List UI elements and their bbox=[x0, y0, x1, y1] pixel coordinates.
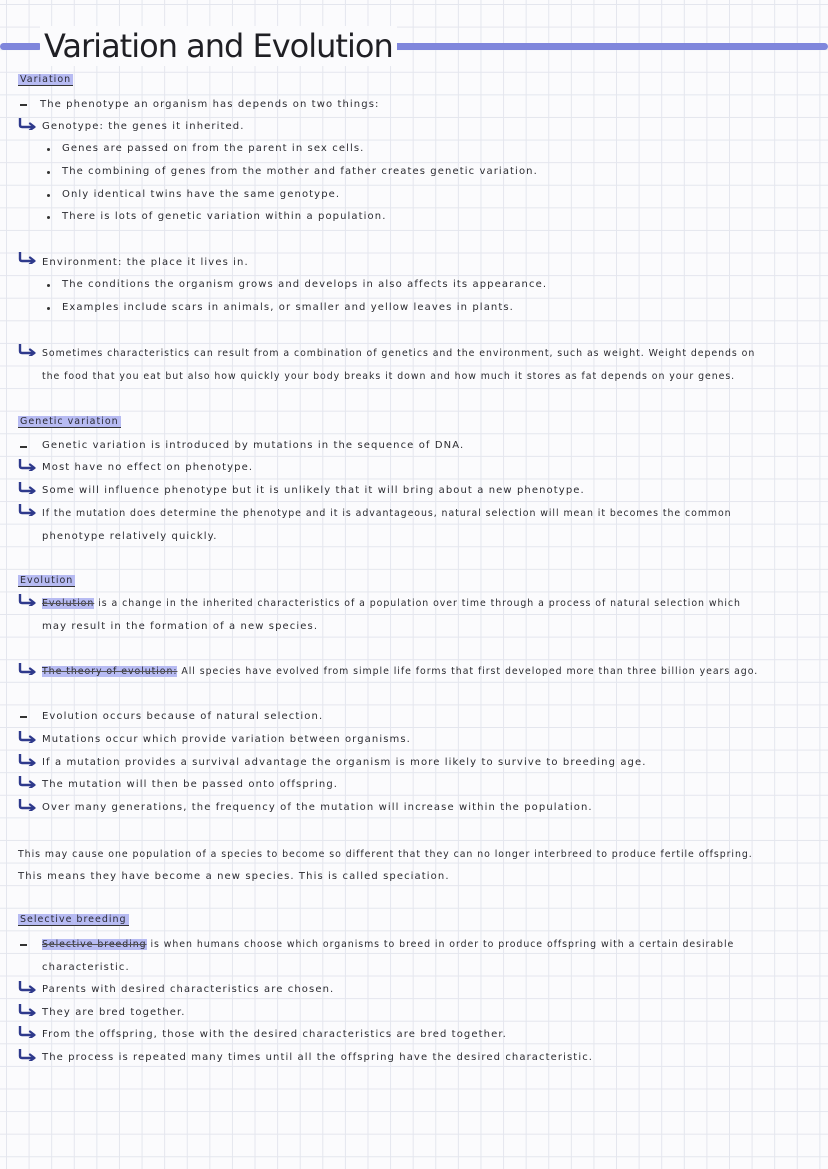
bullet-dot bbox=[47, 194, 50, 197]
bullet-dot bbox=[47, 284, 50, 287]
genetic-variation-point: Some will influence phenotype but it is unlikely that it will bring about a new phenotype. bbox=[42, 485, 585, 496]
genetic-variation-point: If the mutation does determine the phenotype and it is advantageous, natural selection will mean it becomes the common bbox=[42, 508, 732, 519]
arrow-icon bbox=[18, 981, 38, 993]
dash-marker bbox=[20, 716, 27, 718]
evolution-point: Evolution occurs because of natural selection. bbox=[42, 711, 324, 722]
speciation-line-2: This means they have become a new species. This is called speciation. bbox=[18, 871, 450, 882]
page-title: Variation and Evolution bbox=[40, 26, 397, 66]
genetic-variation-point: Genetic variation is introduced by mutations in the sequence of DNA. bbox=[42, 440, 465, 451]
selective-breeding-definition-text: is when humans choose which organisms to breed in order to produce offspring with a certain desirable bbox=[150, 939, 735, 950]
genetic-variation-point: Most have no effect on phenotype. bbox=[42, 462, 254, 473]
evolution-definition-text: is a change in the inherited characteristics of a population over time through a process of natural selection which bbox=[98, 598, 741, 609]
arrow-icon bbox=[18, 118, 38, 130]
genotype-line: Genotype: the genes it inherited. bbox=[42, 121, 245, 132]
selective-breeding-term: Selective breeding bbox=[42, 939, 147, 950]
bullet-dot bbox=[47, 216, 50, 219]
section-heading-variation: Variation bbox=[20, 74, 72, 85]
speciation-line-1: This may cause one population of a species to become so different that they can no longer interbreed to produce fertile offspring. bbox=[18, 849, 753, 860]
breeding-step: The process is repeated many times until all the offspring have the desired characteristic. bbox=[42, 1052, 594, 1063]
bullet-dot bbox=[47, 307, 50, 310]
genotype-point: There is lots of genetic variation within a population. bbox=[62, 211, 387, 222]
genotype-point: The combining of genes from the mother and father creates genetic variation. bbox=[62, 166, 538, 177]
section-heading-selective-breeding: Selective breeding bbox=[20, 914, 127, 925]
arrow-icon bbox=[18, 663, 38, 675]
arrow-icon bbox=[18, 731, 38, 743]
arrow-icon bbox=[18, 799, 38, 811]
theory-text: All species have evolved from simple life forms that first developed more than three billion years ago. bbox=[181, 666, 759, 677]
evolution-definition bbox=[42, 597, 741, 611]
section-heading-evolution: Evolution bbox=[20, 575, 74, 586]
title-bar-right bbox=[382, 43, 828, 50]
environment-point: Examples include scars in animals, or smaller and yellow leaves in plants. bbox=[62, 302, 514, 313]
arrow-icon bbox=[18, 252, 38, 264]
combination-line-1: Sometimes characteristics can result from a combination of genetics and the environment, such as weight. Weight depends on bbox=[42, 348, 756, 359]
evolution-point: Over many generations, the frequency of the mutation will increase within the population. bbox=[42, 802, 593, 813]
arrow-icon bbox=[18, 1049, 38, 1061]
arrow-icon bbox=[18, 594, 38, 606]
arrow-icon bbox=[18, 754, 38, 766]
theory-term: The theory of evolution: bbox=[42, 666, 178, 677]
evolution-point: Mutations occur which provide variation between organisms. bbox=[42, 734, 411, 745]
arrow-icon bbox=[18, 1004, 38, 1016]
arrow-icon bbox=[18, 459, 38, 471]
selective-breeding-definition bbox=[42, 938, 734, 952]
genotype-point: Genes are passed on from the parent in sex cells. bbox=[62, 143, 365, 154]
theory-of-evolution bbox=[42, 665, 758, 679]
arrow-icon bbox=[18, 482, 38, 494]
evolution-term: Evolution bbox=[42, 598, 95, 609]
variation-intro: The phenotype an organism has depends on two things: bbox=[40, 99, 380, 110]
evolution-point: If a mutation provides a survival advantage the organism is more likely to survive to breeding age. bbox=[42, 757, 647, 768]
selective-breeding-definition-line-2: characteristic. bbox=[42, 962, 130, 973]
genetic-variation-continuation: phenotype relatively quickly. bbox=[42, 531, 218, 542]
arrow-icon bbox=[18, 344, 38, 356]
combination-line-2: the food that you eat but also how quickly your body breaks it down and how much it stores as fat depends on your genes. bbox=[42, 371, 736, 382]
breeding-step: From the offspring, those with the desired characteristics are bred together. bbox=[42, 1029, 507, 1040]
evolution-point: The mutation will then be passed onto offspring. bbox=[42, 779, 339, 790]
breeding-step: They are bred together. bbox=[42, 1007, 186, 1018]
title-bar-left bbox=[0, 43, 42, 50]
genotype-point: Only identical twins have the same genotype. bbox=[62, 189, 341, 200]
arrow-icon bbox=[18, 1026, 38, 1038]
dash-marker bbox=[20, 446, 27, 448]
evolution-definition-line-2: may result in the formation of a new species. bbox=[42, 621, 319, 632]
breeding-step: Parents with desired characteristics are chosen. bbox=[42, 984, 335, 995]
arrow-icon bbox=[18, 776, 38, 788]
bullet-dot bbox=[47, 171, 50, 174]
environment-point: The conditions the organism grows and develops in also affects its appearance. bbox=[62, 279, 548, 290]
environment-line: Environment: the place it lives in. bbox=[42, 257, 249, 268]
section-heading-genetic-variation: Genetic variation bbox=[20, 416, 119, 427]
dash-marker bbox=[20, 104, 27, 106]
arrow-icon bbox=[18, 504, 38, 516]
dash-marker bbox=[20, 944, 27, 946]
bullet-dot bbox=[47, 148, 50, 151]
